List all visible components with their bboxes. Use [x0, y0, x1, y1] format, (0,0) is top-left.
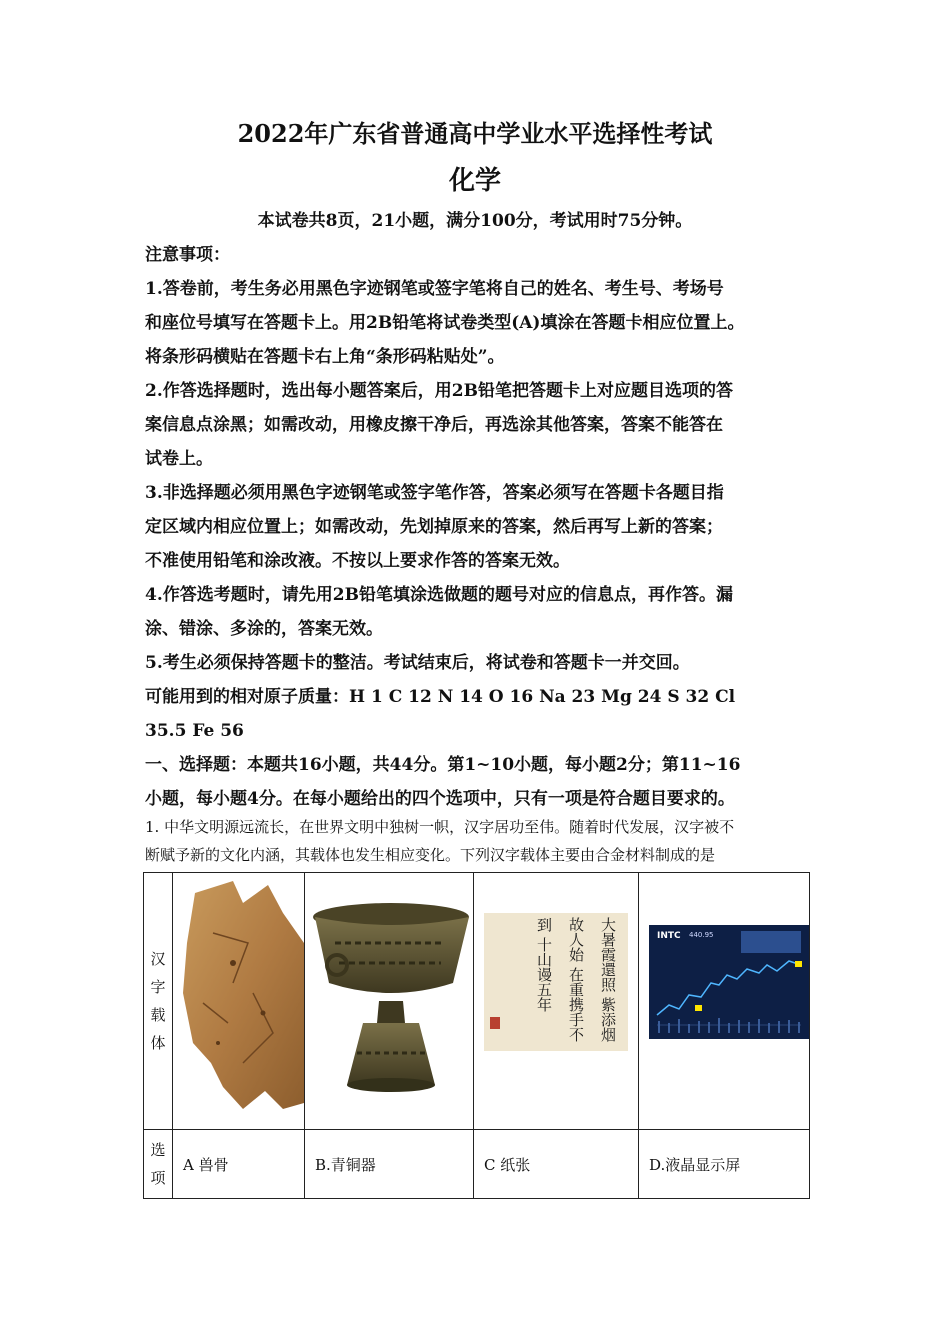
atomic-mass-line: 可能用到的相对原子质量：H 1 C 12 N 14 O 16 Na 23 Mg 24 S 32 Cl [145, 687, 736, 707]
image-paper-calligraphy [474, 873, 639, 1130]
lcd-screen [649, 925, 809, 1039]
notes-line: 定区域内相应位置上；如需改动，先划掉原来的答案，然后再写上新的答案； [145, 517, 723, 537]
notes-block [145, 238, 810, 816]
row-label-char: 体 [150, 1034, 166, 1052]
row-label-char: 载 [150, 1006, 166, 1024]
option-c[interactable]: C 纸张 [474, 1130, 639, 1199]
calligraphy-column: 紫添烟故人始 [567, 917, 617, 1042]
row-label-char: 汉 [150, 950, 166, 968]
exam-title: 2022年广东省普通高中学业水平选择性考试 [237, 119, 713, 148]
notes-line: 试卷上。 [145, 449, 213, 469]
image-oracle-bone [173, 873, 305, 1130]
row-label-carrier [144, 873, 173, 1130]
notes-line: 5.考生必须保持答题卡的整洁。考试结束后，将试卷和答题卡一并交回。 [145, 653, 690, 673]
notes-line: 1.答卷前，考生务必用黑色字迹钢笔或签字笔将自己的姓名、考生号、考场号 [145, 279, 724, 299]
option-a[interactable]: A 兽骨 [173, 1130, 305, 1199]
notes-line: 4.作答选考题时，请先用2B铅笔填涂选做题的题号对应的信息点，再作答。漏 [145, 585, 733, 605]
notes-line: 3.非选择题必须用黑色字迹钢笔或签字笔作答，答案必须写在答题卡各题目指 [145, 483, 724, 503]
notes-line: 不准使用铅笔和涂改液。不按以上要求作答的答案无效。 [145, 551, 570, 571]
notes-line: 案信息点涂黑；如需改动，用橡皮擦干净后，再选涂其他答案，答案不能答在 [145, 415, 723, 435]
notes-line: 和座位号填写在答题卡上。用2B铅笔将试卷类型(A)填涂在答题卡相应位置上。 [145, 313, 745, 333]
bronze-vessel-icon [305, 873, 473, 1129]
question-line: 1. 中华文明源远流长，在世界文明中独树一帜，汉字居功至伟。随着时代发展，汉字被不 [145, 818, 735, 836]
exam-subject: 化学 [448, 166, 501, 196]
section-line: 小题，每小题4分。在每小题给出的四个选项中，只有一项是符合题目要求的。 [145, 789, 735, 809]
atomic-mass-line: 35.5 Fe 56 [145, 721, 244, 741]
image-bronze-vessel [305, 873, 474, 1130]
calligraphy-column: 在重携手不到 [535, 917, 585, 1042]
calligraphy-paper [484, 913, 628, 1051]
notes-line: 将条形码横贴在答题卡右上角“条形码粘贴处”。 [145, 347, 505, 367]
calligraphy-column: 十山谩五年 [535, 936, 553, 1012]
notes-line: 涂、错涂、多涂的，答案无效。 [145, 619, 383, 639]
notes-heading: 注意事项： [145, 245, 230, 265]
row-label-options [144, 1130, 173, 1199]
question-1-stem [145, 813, 810, 869]
option-b[interactable]: B.青铜器 [305, 1130, 474, 1199]
price-label: 440.95 [689, 931, 714, 939]
row-label-char: 项 [150, 1169, 166, 1187]
stock-chart-icon [649, 925, 809, 1039]
calligraphy-column: 大暑霞還照 [599, 917, 617, 992]
question-line: 断赋予新的文化内涵，其载体也发生相应变化。下列汉字载体主要由合金材料制成的是 [145, 846, 716, 864]
exam-info: 本试卷共8页，21小题，满分100分，考试用时75分钟。 [257, 211, 693, 231]
oracle-bone-icon [173, 873, 304, 1129]
section-line: 一、选择题：本题共16小题，共44分。第1~10小题，每小题2分；第11~16 [145, 755, 741, 775]
row-label-char: 选 [150, 1141, 166, 1159]
seal-icon [490, 1017, 500, 1029]
ticker-label: INTC [657, 931, 681, 941]
question-1-table [143, 872, 810, 1199]
notes-line: 2.作答选择题时，选出每小题答案后，用2B铅笔把答题卡上对应题目选项的答 [145, 381, 733, 401]
image-lcd-screen [639, 873, 810, 1130]
row-label-char: 字 [150, 978, 166, 996]
option-d[interactable]: D.液晶显示屏 [639, 1130, 810, 1199]
